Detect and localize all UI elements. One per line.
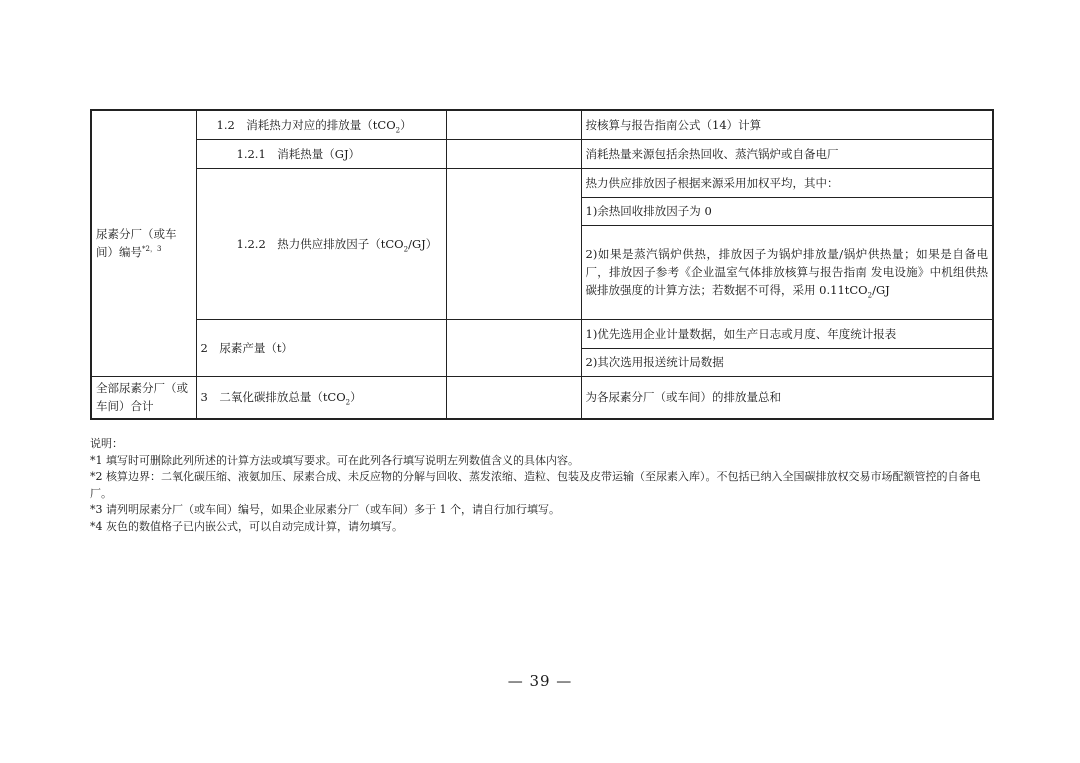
- table-row: [91, 319, 993, 348]
- note-3: *3 请列明尿素分厂（或车间）编号，如果企业尿素分厂（或车间）多于 1 个，请自行加行填写。: [90, 503, 560, 516]
- data-table-container: [90, 109, 992, 420]
- notes-section: [90, 436, 992, 535]
- item-label-tail: ）: [400, 117, 412, 132]
- item-cell: [196, 110, 446, 139]
- group-label-cell: [91, 110, 196, 376]
- group-label-superscript: *2，3: [142, 245, 162, 254]
- note-cell: 1)余热回收排放因子为 0: [581, 197, 993, 225]
- item-cell: [196, 168, 446, 319]
- note-text-tail: /GJ: [872, 283, 890, 297]
- emission-table: [90, 109, 994, 420]
- value-cell[interactable]: [446, 376, 581, 419]
- note-cell: [581, 225, 993, 319]
- group-label-cell: 全部尿素分厂（或车间）合计: [91, 376, 196, 419]
- note-cell: 2)其次选用报送统计局数据: [581, 348, 993, 376]
- note-cell: 消耗热量来源包括余热回收、蒸汽锅炉或自备电厂: [581, 139, 993, 168]
- subscript: 2: [395, 126, 401, 135]
- item-label-tail: ）: [350, 390, 362, 405]
- item-label-tail: /GJ）: [408, 236, 438, 251]
- item-label: 1.2.2 热力供应排放因子（tCO: [236, 236, 404, 251]
- subscript: 2: [345, 398, 351, 407]
- group-label: 尿素分厂（或车间）编号: [96, 227, 177, 260]
- value-cell[interactable]: [446, 139, 581, 168]
- table-row: [91, 110, 993, 139]
- note-2: *2 核算边界：二氧化碳压缩、液氨加压、尿素合成、未反应物的分解与回收、蒸发浓缩、造粒、包装及皮带运输（至尿素入库）。不包括已纳入全国碳排放权交易市场配额管控的自备电厂。: [90, 470, 981, 500]
- subscript: 2: [403, 244, 409, 253]
- item-cell: 2 尿素产量（t）: [196, 319, 446, 376]
- note-1: *1 填写时可删除此列所述的计算方法或填写要求。可在此列各行填写说明左列数值含义的具体内容。: [90, 453, 579, 467]
- item-cell: [196, 376, 446, 419]
- value-cell[interactable]: [446, 319, 581, 376]
- note-cell: 按核算与报告指南公式（14）计算: [581, 110, 993, 139]
- notes-heading: 说明：: [90, 437, 123, 450]
- note-cell: 为各尿素分厂（或车间）的排放量总和: [581, 376, 993, 419]
- table-row: [91, 168, 993, 197]
- note-cell: 1)优先选用企业计量数据，如生产日志或月度、年度统计报表: [581, 319, 993, 348]
- value-cell[interactable]: [446, 168, 581, 319]
- item-cell: 1.2.1 消耗热量（GJ）: [196, 139, 446, 168]
- item-label: 1.2 消耗热力对应的排放量（tCO: [216, 117, 396, 132]
- note-4: *4 灰色的数值格子已内嵌公式，可以自动完成计算，请勿填写。: [90, 519, 403, 533]
- note-text: 2)如果是蒸汽锅炉供热，排放因子为锅炉排放量/锅炉供热量；如果是自备电厂，排放因子参考《企业温室气体排放核算与报告指南 发电设施》中机组供热碳排放强度的计算方法；若数据不可得，采用 0.11tCO: [585, 247, 988, 297]
- note-cell: 热力供应排放因子根据来源采用加权平均，其中：: [581, 168, 993, 197]
- page-number: — 39 —: [507, 672, 573, 690]
- value-cell[interactable]: [446, 110, 581, 139]
- subscript: 2: [867, 291, 873, 300]
- item-label: 3 二氧化碳排放总量（tCO: [200, 390, 346, 405]
- table-row: [91, 376, 993, 419]
- table-row: [91, 139, 993, 168]
